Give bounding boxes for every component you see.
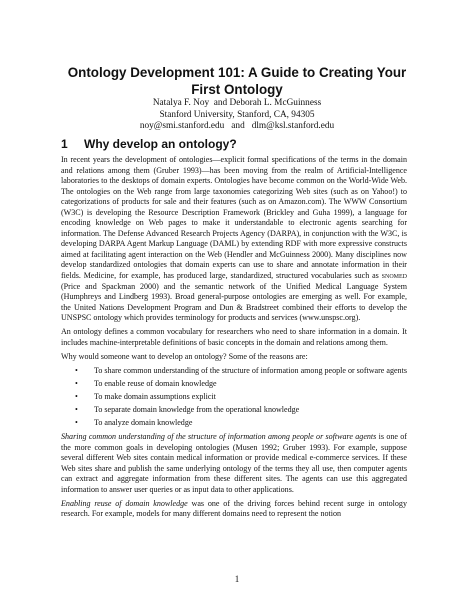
paragraph-4: [61, 432, 407, 495]
paragraph-5: [61, 499, 407, 520]
list-item: [61, 392, 407, 403]
section-heading: [61, 137, 237, 151]
section-number: 1: [61, 137, 68, 151]
list-item-text: To enable reuse of domain knowledge: [94, 379, 217, 389]
bullet-icon: •: [75, 379, 78, 389]
paragraph-1: [61, 155, 407, 324]
list-item: [61, 405, 407, 416]
bullet-icon: •: [75, 418, 78, 428]
paper-title: [0, 64, 474, 98]
body-text: [61, 155, 407, 523]
paragraph-4-lead: Sharing common understanding of the structure of information among people or software agents: [61, 432, 377, 441]
list-item-text: To separate domain knowledge from the operational knowledge: [94, 405, 300, 415]
list-item: [61, 379, 407, 390]
list-item: [61, 366, 407, 377]
list-item-text: To analyze domain knowledge: [94, 418, 193, 428]
paragraph-3: Why would someone want to develop an ontology? Some of the reasons are:: [61, 351, 308, 361]
list-item-text: To make domain assumptions explicit: [94, 392, 216, 402]
section-title: Why develop an ontology?: [84, 137, 237, 151]
bullet-icon: •: [75, 405, 78, 415]
author-names: Natalya F. Noy and Deborah L. McGuinness: [152, 98, 322, 108]
list-item-text: To share common understanding of the structure of information among people or software agents: [94, 365, 407, 375]
paper-title-line-2: First Ontology: [191, 82, 283, 97]
author-block: [0, 98, 474, 133]
paragraph-1-continued: (Price and Spackman 2000) and the semantic network of the Unified Medical Language System (Humphreys and Lindberg 1993). Broad general-purpose ontologies are emerging as well. For example, the United Nations Development Program and Dun & Bradstreet combined their efforts to develop the UNSPSC ontology which provides terminology for products and services (www.unspsc.org).: [61, 281, 407, 323]
author-emails: noy@smi.stanford.edu and dlm@ksl.stanford.edu: [139, 121, 335, 131]
paragraph-5-lead: Enabling reuse of domain knowledge: [61, 498, 188, 508]
paper-title-line-1: Ontology Development 101: A Guide to Creating Your: [67, 65, 407, 80]
paragraph-1-text: In recent years the development of ontologies—explicit formal specifications of the terms in the domain and relations among them (Gruber 1993)—has been moving from the realm of Artificial-Intelligence laboratories to the desktops of domain experts. Ontologies have become common on the World-Wide Web. The ontologies on the Web range from large taxonomies categorizing Web sites (such as on Yahoo!) to categorizations of products for sale and their features (such as on Amazon.com). The WWW Consortium (W3C) is developing the Resource Description Framework (Brickley and Guha 1999), a language for encoding knowledge on Web pages to make it understandable to electronic agents searching for information. The Defense Advanced Research Projects Agency (DARPA), in conjunction with the W3C, is developing DARPA Agent Markup Language (DAML) by extending RDF with more expressive constructs aimed at facilitating agent interaction on the Web (Hendler and McGuinness 2000). Many disciplines now develop standardized ontologies that domain experts can use to share and annotate information in their fields. Medicine, for example, has produced large, standardized, structured vocabularies such as: [61, 155, 407, 281]
list-item: [61, 418, 407, 429]
paragraph-5-text: was one of the driving forces behind recent surge in ontology research. For example, models for many different domains need to represent the notion: [61, 498, 407, 519]
reasons-list: [61, 366, 407, 429]
paragraph-2: An ontology defines a common vocabulary for researchers who need to share information in a domain. It includes machine-interpretable definitions of basic concepts in the domain and relations among them.: [61, 327, 407, 347]
snomed-term: snomed: [381, 271, 407, 281]
page-number: 1: [234, 574, 240, 584]
author-affiliation: Stanford University, Stanford, CA, 94305: [159, 109, 315, 120]
bullet-icon: •: [75, 392, 78, 402]
paragraph-4-text: is one of the more common goals in developing ontologies (Musen 1992; Gruber 1993). For example, suppose several different Web sites contain medical information or provide medical e-commerce services. If these Web sites share and publish the same underlying ontology of the terms they all use, then computer agents can extract and aggregate information from these different sites. The agents can use this aggregated information to answer user queries or as input data to other applications.: [61, 432, 407, 494]
bullet-icon: •: [75, 365, 78, 375]
